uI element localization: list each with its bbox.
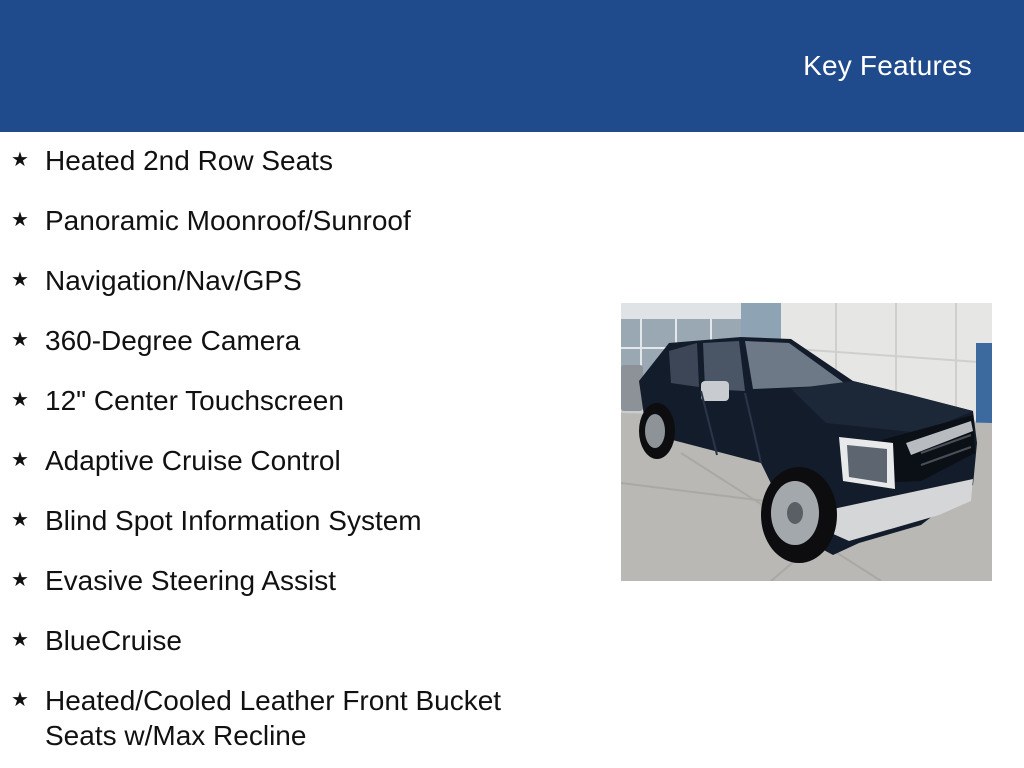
feature-label: Adaptive Cruise Control [45,445,341,476]
list-item [0,443,600,503]
vehicle-photo [621,303,992,581]
star-icon: ★ [11,627,29,651]
list-item [0,503,600,563]
list-item [0,203,600,263]
star-icon: ★ [11,207,29,231]
feature-label: Blind Spot Information System [45,505,422,536]
feature-label: Heated 2nd Row Seats [45,145,333,176]
star-icon: ★ [11,687,29,711]
star-icon: ★ [11,387,29,411]
feature-label: Heated/Cooled Leather Front Bucket Seats w/Max Recline [45,685,502,751]
page-title: Key Features [803,50,972,81]
feature-label: Panoramic Moonroof/Sunroof [45,205,411,236]
list-item [0,143,600,203]
list-item [0,263,600,323]
star-icon: ★ [11,147,29,171]
star-icon: ★ [11,267,29,291]
list-item [0,563,600,623]
star-icon: ★ [11,327,29,351]
list-item [0,383,600,443]
list-item [0,323,600,383]
feature-label: 360-Degree Camera [45,325,301,356]
feature-label: Navigation/Nav/GPS [45,265,302,296]
star-icon: ★ [11,567,29,591]
feature-list [0,143,600,763]
list-item [0,683,600,763]
list-item [0,623,600,683]
feature-label: 12" Center Touchscreen [45,385,344,416]
feature-label: Evasive Steering Assist [45,565,337,596]
star-icon: ★ [11,447,29,471]
feature-label: BlueCruise [45,625,182,656]
header-banner [0,0,1024,132]
star-icon: ★ [11,507,29,531]
